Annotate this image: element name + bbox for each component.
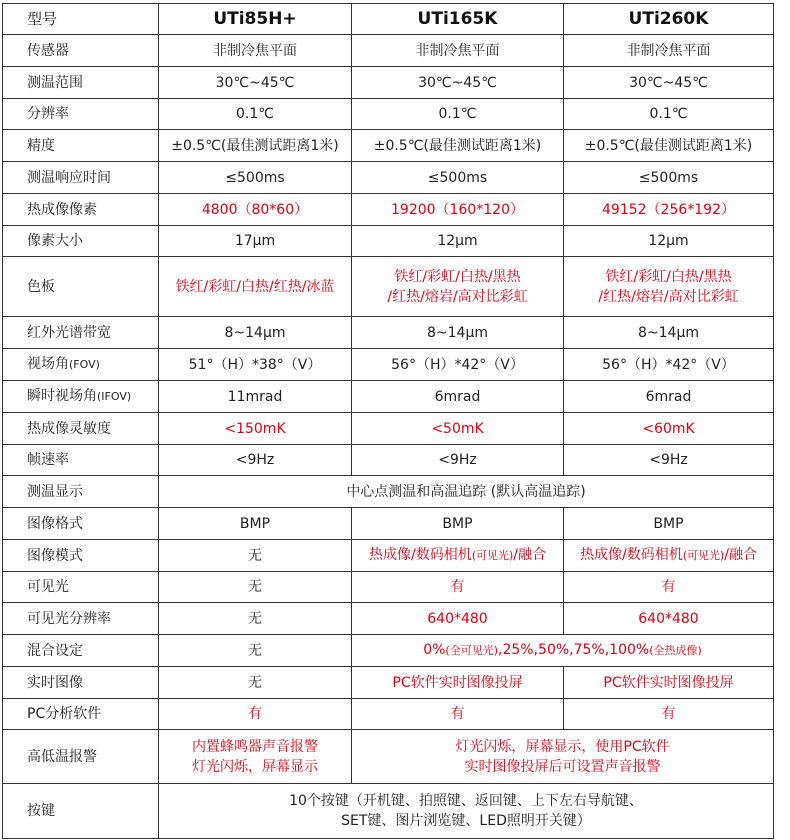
spec-row-blend bbox=[3, 635, 774, 667]
spec-row-resolution bbox=[3, 99, 774, 130]
cell-line: SET键、图片浏览键、LED照明开关键） bbox=[341, 813, 591, 829]
cell-value: 有 bbox=[564, 572, 774, 603]
cell-value bbox=[352, 635, 774, 667]
cell-value: 有 bbox=[564, 699, 774, 730]
cell-value: 30℃~45℃ bbox=[159, 67, 352, 99]
spec-row-ir-band bbox=[3, 317, 774, 349]
cell-line: /红热/熔岩/高对比彩虹 bbox=[598, 288, 739, 305]
model-name: UTi165K bbox=[352, 4, 564, 35]
row-label-text: 瞬时视场角 bbox=[27, 388, 97, 404]
cell-value: PC软件实时图像投屏 bbox=[352, 667, 564, 699]
cell-value: 6mrad bbox=[352, 381, 564, 413]
cell-value: BMP bbox=[159, 508, 352, 540]
row-label: 热成像像素 bbox=[3, 194, 159, 226]
row-label: 色板 bbox=[3, 257, 159, 317]
cell-value: PC软件实时图像投屏 bbox=[564, 667, 774, 699]
cell-value bbox=[352, 540, 564, 572]
cell-line: 实时图像投屏后可设置声音报警 bbox=[464, 758, 661, 775]
spec-row-response-time bbox=[3, 162, 774, 194]
spec-row-realtime bbox=[3, 667, 774, 699]
row-label: 精度 bbox=[3, 130, 159, 162]
cell-value: 6mrad bbox=[564, 381, 774, 413]
cell-value: 有 bbox=[352, 699, 564, 730]
row-label: 分辨率 bbox=[3, 99, 159, 130]
cell-value: 有 bbox=[352, 572, 564, 603]
cell-value: 640*480 bbox=[564, 603, 774, 635]
row-label-suffix: (FOV) bbox=[69, 358, 100, 371]
row-label: 热成像灵敏度 bbox=[3, 413, 159, 445]
spec-row-image-format bbox=[3, 508, 774, 540]
header-row bbox=[3, 4, 774, 35]
cell-value bbox=[564, 540, 774, 572]
cell-value: ±0.5℃(最佳测试距离1米) bbox=[352, 130, 564, 162]
cell-value: 11mrad bbox=[159, 381, 352, 413]
cell-value: 0.1℃ bbox=[564, 99, 774, 130]
spec-row-accuracy bbox=[3, 130, 774, 162]
row-label: 传感器 bbox=[3, 35, 159, 67]
spec-row-sensitivity bbox=[3, 413, 774, 445]
cell-value: <9Hz bbox=[159, 445, 352, 476]
cell-value: <9Hz bbox=[564, 445, 774, 476]
cell-note: (全可见光) bbox=[445, 644, 499, 657]
cell-value: 4800（80*60） bbox=[159, 194, 352, 226]
cell-line: 灯光闪烁，屏幕显示 bbox=[192, 758, 318, 775]
cell-text: /融合 bbox=[724, 547, 758, 563]
cell-line: 内置蜂鸣器声音报警 bbox=[192, 738, 318, 755]
row-label: 实时图像 bbox=[3, 667, 159, 699]
row-label: 帧速率 bbox=[3, 445, 159, 476]
cell-value: 非制冷焦平面 bbox=[564, 35, 774, 67]
cell-value: 0.1℃ bbox=[159, 99, 352, 130]
cell-value: 51°（H）*38°（V） bbox=[159, 349, 352, 381]
spec-row-keys bbox=[3, 784, 774, 839]
model-label: 型号 bbox=[3, 4, 159, 35]
cell-note: (可见光) bbox=[682, 549, 725, 562]
spec-row-pc-software bbox=[3, 699, 774, 730]
cell-value: 非制冷焦平面 bbox=[159, 35, 352, 67]
cell-value: <9Hz bbox=[352, 445, 564, 476]
row-label: 图像模式 bbox=[3, 540, 159, 572]
model-name: UTi260K bbox=[564, 4, 774, 35]
cell-value: 56°（H）*42°（V） bbox=[564, 349, 774, 381]
row-label: 测温响应时间 bbox=[3, 162, 159, 194]
spec-row-frame-rate bbox=[3, 445, 774, 476]
cell-text: ,25%,50%,75%,100% bbox=[498, 642, 650, 658]
cell-value: 非制冷焦平面 bbox=[352, 35, 564, 67]
cell-value: 19200（160*120） bbox=[352, 194, 564, 226]
spec-row-display bbox=[3, 476, 774, 508]
row-label bbox=[3, 381, 159, 413]
cell-line: 灯光闪烁，屏幕显示，使用PC软件 bbox=[455, 738, 670, 755]
cell-value: <150mK bbox=[159, 413, 352, 445]
cell-value bbox=[352, 257, 564, 317]
cell-value: 30℃~45℃ bbox=[564, 67, 774, 99]
spec-row-sensor bbox=[3, 35, 774, 67]
spec-row-visible-resolution bbox=[3, 603, 774, 635]
cell-value: 中心点测温和高温追踪 (默认高温追踪) bbox=[159, 476, 774, 508]
cell-text: 0% bbox=[423, 642, 446, 658]
row-label-text: 视场角 bbox=[27, 356, 69, 372]
spec-row-pixel-size bbox=[3, 226, 774, 257]
cell-value: 无 bbox=[159, 540, 352, 572]
cell-value: BMP bbox=[564, 508, 774, 540]
cell-text: /融合 bbox=[513, 547, 547, 563]
spec-row-range bbox=[3, 67, 774, 99]
cell-value: <60mK bbox=[564, 413, 774, 445]
row-label: 可见光分辨率 bbox=[3, 603, 159, 635]
cell-value: 49152（256*192） bbox=[564, 194, 774, 226]
cell-value bbox=[352, 730, 774, 784]
spec-row-palette bbox=[3, 257, 774, 317]
cell-value bbox=[159, 730, 352, 784]
cell-value: 无 bbox=[159, 667, 352, 699]
row-label: 像素大小 bbox=[3, 226, 159, 257]
spec-row-alarm bbox=[3, 730, 774, 784]
cell-value: 17μm bbox=[159, 226, 352, 257]
spec-row-image-mode bbox=[3, 540, 774, 572]
cell-line: 铁红/彩虹/白热/黑热 bbox=[605, 268, 732, 285]
cell-value: <50mK bbox=[352, 413, 564, 445]
cell-value: ≤500ms bbox=[352, 162, 564, 194]
cell-value: 0.1℃ bbox=[352, 99, 564, 130]
spec-row-ifov bbox=[3, 381, 774, 413]
cell-value: 12μm bbox=[352, 226, 564, 257]
cell-value: 无 bbox=[159, 603, 352, 635]
cell-value: ≤500ms bbox=[564, 162, 774, 194]
cell-value: 12μm bbox=[564, 226, 774, 257]
cell-value: 8~14μm bbox=[352, 317, 564, 349]
spec-row-fov bbox=[3, 349, 774, 381]
cell-value: 铁红/彩虹/白热/红热/冰蓝 bbox=[159, 257, 352, 317]
cell-value: 8~14μm bbox=[159, 317, 352, 349]
cell-note: (全热成像) bbox=[649, 644, 702, 657]
spec-row-visible-light bbox=[3, 572, 774, 603]
row-label: 高低温报警 bbox=[3, 730, 159, 784]
spec-table bbox=[2, 3, 774, 839]
cell-value: 无 bbox=[159, 572, 352, 603]
cell-line: 10个按键（开机键、拍照键、返回键、上下左右导航键、 bbox=[289, 793, 643, 809]
row-label: 可见光 bbox=[3, 572, 159, 603]
cell-text: 热成像/数码相机 bbox=[368, 547, 472, 563]
row-label: 按键 bbox=[3, 784, 159, 839]
cell-line: 铁红/彩虹/白热/黑热 bbox=[394, 268, 521, 285]
spec-row-thermal-pixels bbox=[3, 194, 774, 226]
row-label bbox=[3, 349, 159, 381]
row-label: 测温范围 bbox=[3, 67, 159, 99]
cell-value bbox=[159, 784, 774, 839]
cell-value: ±0.5℃(最佳测试距离1米) bbox=[564, 130, 774, 162]
cell-note: (可见光) bbox=[471, 549, 514, 562]
cell-value: 56°（H）*42°（V） bbox=[352, 349, 564, 381]
cell-line: /红热/熔岩/高对比彩虹 bbox=[387, 288, 528, 305]
row-label: 测温显示 bbox=[3, 476, 159, 508]
cell-value: ±0.5℃(最佳测试距离1米) bbox=[159, 130, 352, 162]
cell-value: 640*480 bbox=[352, 603, 564, 635]
cell-value: 8~14μm bbox=[564, 317, 774, 349]
row-label: 红外光谱带宽 bbox=[3, 317, 159, 349]
row-label: 图像格式 bbox=[3, 508, 159, 540]
cell-value: 无 bbox=[159, 635, 352, 667]
row-label: 混合设定 bbox=[3, 635, 159, 667]
model-name: UTi85H+ bbox=[159, 4, 352, 35]
cell-value: 有 bbox=[159, 699, 352, 730]
cell-text: 热成像/数码相机 bbox=[579, 547, 683, 563]
cell-value: BMP bbox=[352, 508, 564, 540]
row-label: PC分析软件 bbox=[3, 699, 159, 730]
cell-value bbox=[564, 257, 774, 317]
cell-value: 30℃~45℃ bbox=[352, 67, 564, 99]
row-label-suffix: (IFOV) bbox=[97, 390, 132, 403]
cell-value: ≤500ms bbox=[159, 162, 352, 194]
